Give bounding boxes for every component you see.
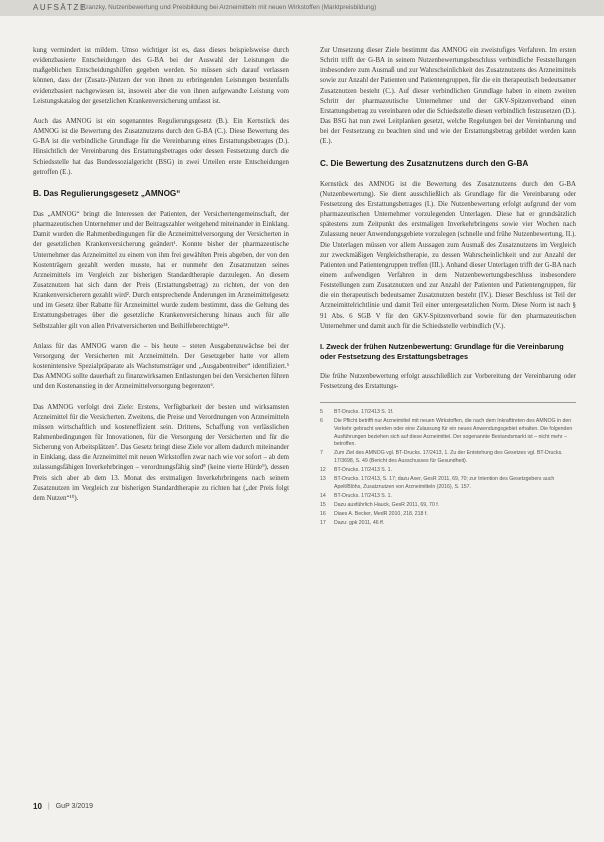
footnote-text: Diaes A. Becker, MedR 2010, 218, 218 f. [334, 510, 428, 517]
footnote [320, 409, 576, 417]
footnote [320, 502, 576, 510]
footnote-text: Dazu ausführlich Hauck, GesR 2011, 69, 70 f. [334, 501, 440, 508]
footnote [320, 520, 576, 528]
heading-c: C. Die Bewertung des Zusatznutzens durch den G-BA [320, 158, 529, 168]
footnote-text: Dazu: gpk 2011, 46 ff. [334, 519, 385, 526]
footer-separator: | [47, 803, 50, 810]
page-footer [33, 802, 93, 811]
right-paragraph-2: Kernstück des AMNOG ist die Bewertung des Zusatznutzens durch den G-BA (Nutzenbewertung). Sie dient ausschließlich als Grundlage für die Vereinbarung oder Festsetzung des Erstattungsbetrages (I.). Die Nutzenbewertung erfolgt aufgrund der vom pharmazeutischen Unternehmer vorzulegenden Unterlagen. Diese hat er grundsätzlich spätestens zum Zeitpunkt des erstmaligen Inverkehrbringens sowie vier Wochen nach Zulassung neuer Anwendungsgebiete vorzulegen (schnelle und frühe Nutzenbewertung, II.). Die Unterlagen müssen vor allem Aussagen zum Ausmaß des Zusatznutzens im Vergleich zur zweckmäßigen Vergleichstherapie, zu dessen Wahrscheinlichkeit und zur Anzahl der Patienten und Patientengruppen treffen (III.). Anhand dieser Unterlagen trifft der G-BA nach einem aufwendigen Verfahren in dem Nutzenbewertungsbeschluss insbesondere Feststellungen zum Zusatznutzen und zur Anzahl der Patienten und Patientengruppen, für die ein therapeutisch bedeutsamer Zusatznutzen besteht (IV.). Dieser Beschluss ist Teil der Arzneimittelrichtlinie und damit Teil einer untergesetzlichen Norm. Diese Norm ist nach § 91 Abs. 6 SGB V für den GKV-Spitzenverband sowie für den pharmazeutischen Unternehmer und damit auch für die Schiedsstelle verbindlich (V.). [320, 180, 576, 330]
footnote-text: Die Pflicht betrifft nur Arzneimittel mit neuen Wirkstoffen, die nach dem Inkrafttreten des AMNOG in den Verkehr gebracht werden oder eine Zulassung für ein neues Anwendungsgebiet erhalten. Die folgenden Ausführungen beziehen sich auf diese Arzneimittel. Der sogenannte Bestandsmarkt ist – nicht mehr – betroffen. [334, 418, 573, 448]
footnote [320, 450, 576, 465]
footnote-number: 5 [320, 409, 323, 416]
footnote-number: 12 [320, 466, 326, 473]
footnote-rule [320, 402, 576, 403]
footnote [320, 493, 576, 501]
footnote-number: 6 [320, 418, 323, 425]
footnote-number: 17 [320, 519, 326, 526]
left-paragraph-4: Anlass für das AMNOG waren die – bis heute – steten Ausgabenzuwächse bei der Versorgung der Versicherten mit Arzneimitteln. Der Gesetzgeber hatte vor allem kostenintensive Spezialpräparate als Wachstumsträger und „Ausgabentreiber“ identifiziert.⁵ Das AMNOG sollte dauerhaft zu finanzwirksamen Entlastungen bei den Versicherten führen und den Kostenanstieg in der Arzneimittelversorgung begrenzen⁶. [33, 342, 289, 391]
footnote [320, 476, 576, 491]
left-paragraph-5: Das AMNOG verfolgt drei Ziele: Erstens, Verfügbarkeit der besten und wirksamsten Arzneimittel für die Versicherten. Zweitens, die Preise und Verordnungen von Arzneimitteln müssen wirtschaftlich und kosteneffizient sein. Drittens, Schaffung von verlässlichen Rahmenbedingungen für Innovationen, für die Versorgung der Versicherten und für die Sicherung von Arbeitsplätzen⁷. Das Gesetz bringt diese Ziele vor allem dadurch miteinander in Einklang, dass die Arzneimittel mit neuen Wirkstoffen zwar nach wie vor sofort – ab dem zulassungsfähigen Inverkehrbringen – verordnungsfähig sind⁸ (keine vierte Hürde⁹), dessen Preis sich aber ab dem 13. Monat des erstmaligen Inverkehrbringens nach seinem Zusatznutzen im Vergleich zur bisherigen Standardtherapie zu richten hat („der Preis folgt dem Nutzen“¹⁰). [33, 403, 289, 502]
right-paragraph-1: Zur Umsetzung dieser Ziele bestimmt das AMNOG ein zweistufiges Verfahren. Im ersten Schritt trifft der G-BA in seinem Nutzenbewertungsbeschluss verbindliche Feststellungen insbesondere zum Ausmaß und zur Wahrscheinlichkeit des Zusatznutzens des Arzneimittels sowie zur Anzahl der Patienten und Patientengruppen, für die ein therapeutisch bedeutsamer Zusatznutzen besteht (C.). Auf dieser verbindlichen Grundlage haben in einem zweiten Schritt der pharmazeutische Unternehmer und der GKV-Spitzenverband einen Erstattungsbetrag zu vereinbaren oder die Schiedsstelle diesen verbindlich festzusetzen (D.). Das BSG hat nun zwei Leitplanken gesetzt, welche Regelungen bei der Vereinbarung und bei der Festsetzung zu beachten sind und wie der Erstattungsbetrag gebildet werden kann (E.). [320, 47, 576, 146]
journal-issue: GuP 3/2019 [55, 803, 93, 810]
footnote-text: BT-Drucks. 17/2413 S. 1. [334, 466, 392, 473]
section-tag: AUFSÄTZE [33, 3, 87, 12]
footnotes-list [320, 409, 576, 527]
right-column [320, 46, 576, 529]
header-bar [0, 0, 604, 16]
left-paragraph-1: kung vermindert ist mildern. Umso wichtiger ist es, dass dieses beispielsweise durch evidenzbasierte Entscheidungen des G-BA bei der Auswahl der Leistungen die maßgeblichen Entscheidungshilfen gegeben werden. So müssen sich darauf verlassen können, dass der (Zusatz-)Nutzen der von ihnen zu erbringenden Leistungen bestenfalls evidenzbasiert nachgewiesen ist, insoweit aber die von ihnen aufgewandte Leistung vom Leistungskatalog der gesetzlichen Krankenversicherung umfasst ist. [33, 47, 289, 105]
subheading-1: I. Zweck der frühen Nutzenbewertung: Grundlage für die Vereinbarung oder Festsetzung des Erstattungsbetrages [320, 341, 564, 361]
left-paragraph-2: Auch das AMNOG ist ein sogenanntes Regulierungsgesetz (B.). Ein Kernstück des AMNOG ist die Bewertung des Zusatznutzens durch den G-BA (C.). Diese Bewertung des G-BA ist die verbindliche Grundlage für die Vereinbarung eines Erstattungsbetrages (D.). Hinsichtlich der Vereinbarung des Erstattungsbetrages oder dessen Festsetzung durch die Schiedsstelle hat das Bundessozialgericht (BSG) in zwei Urteilen erste Entscheidungen getroffen (E.). [33, 117, 289, 176]
footnote-text: BT-Drucks. 17/2413 S. 1. [334, 492, 392, 499]
heading-b: B. Das Regulierungsgesetz „AMNOG“ [33, 188, 181, 198]
footnote-text: Zum Ziel des AMNOG vgl. BT-Drucks. 17/2413, 1. Zu der Entstehung des Gesetzes vgl. BT-Drucks. 17/3698, S. 49 (Bericht des Ausschusses für Gesundheit). [334, 450, 563, 464]
footnote-number: 13 [320, 475, 326, 482]
footnote-text: BT-Drucks. 17/2413 S. 1f. [334, 409, 394, 416]
running-title: Kranzky, Nutzenbewertung und Preisbildung bei Arzneimitteln mit neuen Wirkstoffen (Marktpreisbildung) [82, 4, 377, 11]
footnote-number: 16 [320, 510, 326, 517]
footnote [320, 511, 576, 519]
footnote-number: 7 [320, 450, 323, 457]
right-paragraph-3: Die frühe Nutzenbewertung erfolgt ausschließlich zur Vorbereitung der Vereinbarung oder Festsetzung des Erstattungs- [320, 372, 576, 391]
left-paragraph-3: Das „AMNOG“ bringt die Interessen der Patienten, der Versichertengemeinschaft, der pharmazeutischen Unternehmer und der Beitragszahler weitgehend miteinander in Einklang. Damit wurden die Rahmenbedingungen für die Arzneimittelversorgung der Versicherten in der gesetzlichen Krankenversicherung geändert¹. Konnte bisher der pharmazeutische Unternehmer das Arzneimittel zu einem von ihm frei gewählten Preis abgeben, der von den Kostenträgern gezahlt werden musste, hat er nunmehr den Zusatznutzen seines Arzneimittels im Vergleich zur bisherigen Standardtherapie darzulegen. An diesem Zusatznutzen hat sich dann der Preis (Erstattungsbetrag) zu richten, der von den Krankenversicherern gezahlt wird². Durch entsprechende Änderungen im Arzneimittelgesetz und im Gesetz über Rabatte für Arzneimittel wurde zudem bestimmt, dass die Geltung des Erstattungsbetrages über die gesetzliche Krankenversicherung hinaus auch für alle Selbstzahler gilt von allen Privatversicherten und Beihilfeberechtigte³⁴. [33, 210, 289, 330]
footnote [320, 467, 576, 475]
footnote-text: BT-Drucks. 17/2413, S. 17; dazu Axer, GesR 2011, 69, 70; zur Intention des Gesetzgebers auch Apelt/Blöhs, Zusatznutzen von Arzneimitteln (2016), S. 157. [334, 475, 555, 490]
page-number: 10 [33, 802, 42, 811]
footnote-number: 14 [320, 492, 326, 499]
left-column [33, 46, 289, 514]
footnote-number: 15 [320, 501, 326, 508]
footnote [320, 418, 576, 448]
